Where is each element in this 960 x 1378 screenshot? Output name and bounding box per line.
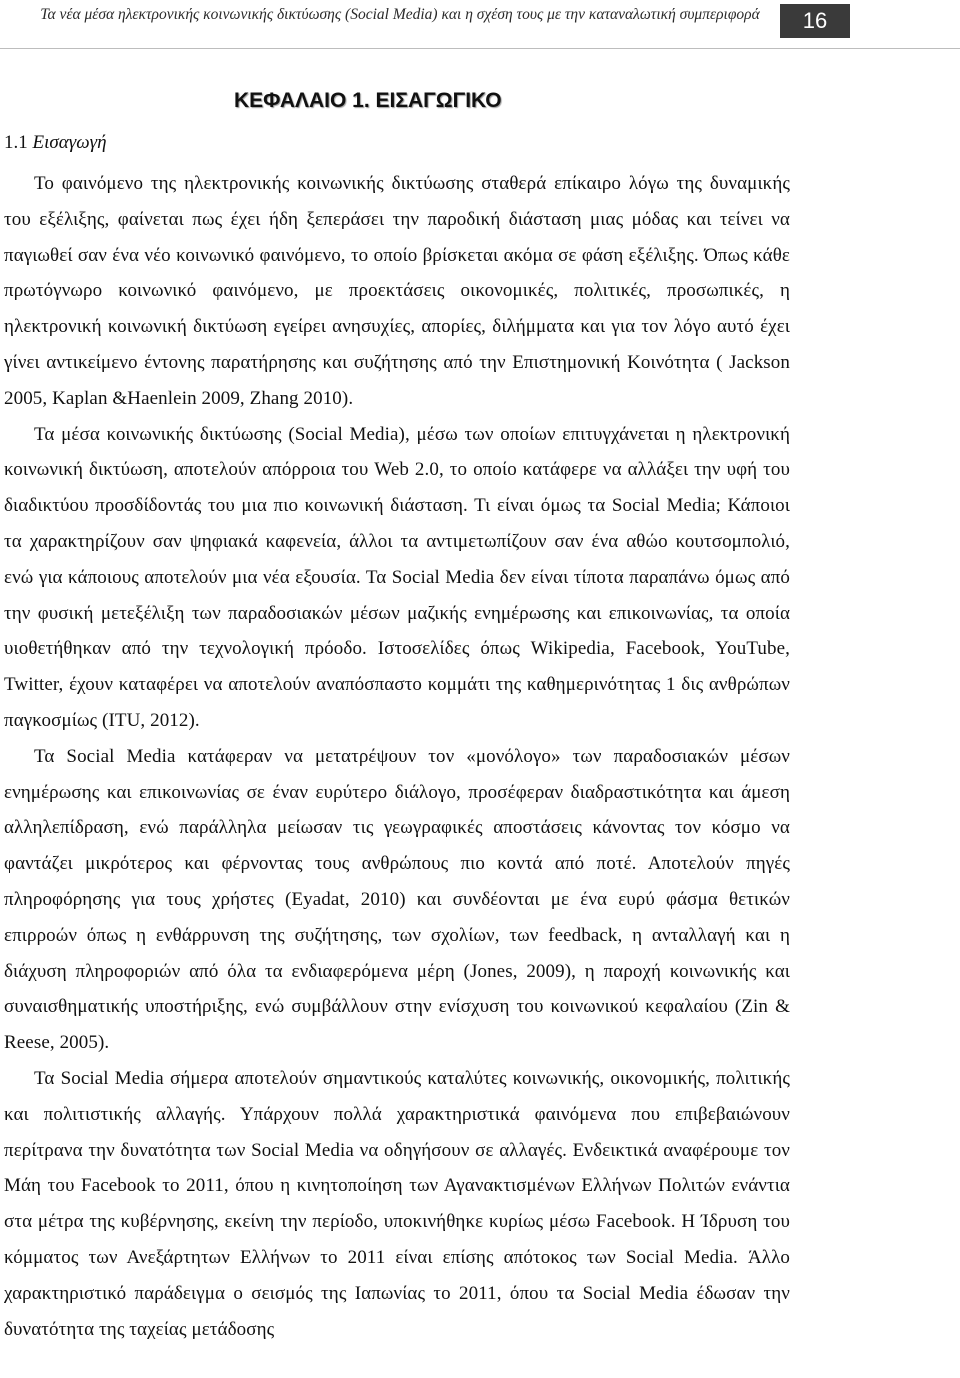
chapter-title: ΚΕΦΑΛΑΙΟ 1. ΕΙΣΑΓΩΓΙΚΟ <box>234 89 502 112</box>
paragraph: Τα Social Media σήμερα αποτελούν σημαντικούς καταλύτες κοινωνικής, οικονομικής, πολιτικής και πολιτιστικής αλλαγής. Υπάρχουν πολλά χαρακτηριστικά φαινόμενα που επιβεβαιώνουν περίτρανα την δυνατότητα των Social Media να οδηγήσουν σε αλλαγές. Ενδεικτικά αναφέρουμε τον Μάη του Facebook το 2011, όπου η κινητοποίηση των Αγανακτισμένων Ελλήνων Πολιτών ενάντια στα μέτρα της κυβέρνησης, εκείνη την περίοδο, υποκινήθηκε κυρίως μέσω Facebook. Η Ίδρυση του κόμματος των Ανεξάρτητων Ελλήνων το 2011 είναι επίσης απότοκος των Social Media. Άλλο χαρακτηριστικό παράδειγμα ο σεισμός της Ιαπωνίας το 2011, όπου τα Social Media έδωσαν την δυνατότητα της ταχείας μετάδοσης <box>4 1067 790 1340</box>
body-text <box>4 166 790 1347</box>
page-number-badge: 16 <box>780 4 850 38</box>
paragraph: Τα μέσα κοινωνικής δικτύωσης (Social Media), μέσω των οποίων επιτυγχάνεται η ηλεκτρονική κοινωνική δικτύωση, αποτελούν απόρροια του Web 2.0, το οποίο κατάφερε να αλλάξει την υφή του διαδικτύου προσδίδοντάς του μια πιο κοινωνική διάσταση. Τι είναι όμως τα Social Media; Κάποιοι τα χαρακτηρίζουν σαν ψηφιακά καφενεία, άλλοι τα αντιμετωπίζουν σαν ένα αθώο κουτσομπολιό, ενώ για κάποιους αποτελούν μια νέα εξουσία. Τα Social Media δεν είναι τίποτα παραπάνω όμως από την φυσική μετεξέλιξη των παραδοσιακών μέσων μαζικής ενημέρωσης και επικοινωνίας, τα οποία υιοθετήθηκαν από την τεχνολογική πρόοδο. Ιστοσελίδες όπως Wikipedia, Facebook, YouTube, Twitter, έχουν καταφέρει να αποτελούν αναπόσπαστο κομμάτι της καθημερινότητας 1 δις ανθρώπων παγκοσμίως (ITU, 2012). <box>4 423 790 731</box>
section-title: Εισαγωγή <box>32 132 107 153</box>
paragraph: Το φαινόμενο της ηλεκτρονικής κοινωνικής δικτύωσης σταθερά επίκαιρο λόγω της δυναμικής του εξέλιξης, φαίνεται πως έχει ήδη ξεπεράσει την παροδική διάσταση μιας μόδας και τείνει να παγιωθεί σαν ένα νέο κοινωνικό φαινόμενο, το οποίο βρίσκεται ακόμα σε φάση εξέλιξης. Όπως κάθε πρωτόγνωρο κοινωνικό φαινόμενο, με προεκτάσεις οικονομικές, πολιτικές, προσωπικές, η ηλεκτρονική κοινωνική δικτύωση εγείρει ανησυχίες, απορίες, διλήμματα και για τον λόγο αυτό έχει γίνει αντικείμενο έντονης παρατήρησης και συζήτησης από την Επιστημονική Κοινότητα ( Jackson 2005, Kaplan &Haenlein 2009, Zhang 2010). <box>4 173 790 409</box>
running-header-title: Τα νέα μέσα ηλεκτρονικής κοινωνικής δικτύωσης (Social Media) και η σχέση τους με την καταναλωτική συμπεριφορά <box>40 6 760 23</box>
paragraph: Τα Social Media κατάφεραν να μετατρέψουν τον «μονόλογο» των παραδοσιακών μέσων ενημέρωσης και επικοινωνίας σε έναν ευρύτερο διάλογο, προσέφεραν διαδραστικότητα και άμεση αλληλεπίδραση, ενώ παράλληλα μείωσαν τις γεωγραφικές αποστάσεις κάνοντας τον κόσμο να φαντάζει μικρότερος και φέρνοντας τους ανθρώπους πιο κοντά από ποτέ. Αποτελούν πηγές πληροφόρησης για τους χρήστες (Eyadat, 2010) και συνδέονται με ένα ευρύ φάσμα θετικών επιρροών όπως η ενθάρρυνση της συζήτησης, των σχολίων, των feedback, η ανταλλαγή και η διάχυση πληροφοριών από όλα τα ενδιαφερόμενα μέρη (Jones, 2009), η παροχή κοινωνικής και συναισθηματικής υποστήριξης, ενώ συμβάλλουν στην ενίσχυση του κοινωνικού κεφαλαίου (Zin & Reese, 2005). <box>4 745 790 1054</box>
page-header <box>0 0 960 58</box>
header-divider <box>0 48 960 49</box>
section-number: 1.1 <box>4 132 28 153</box>
section-heading <box>4 130 107 156</box>
